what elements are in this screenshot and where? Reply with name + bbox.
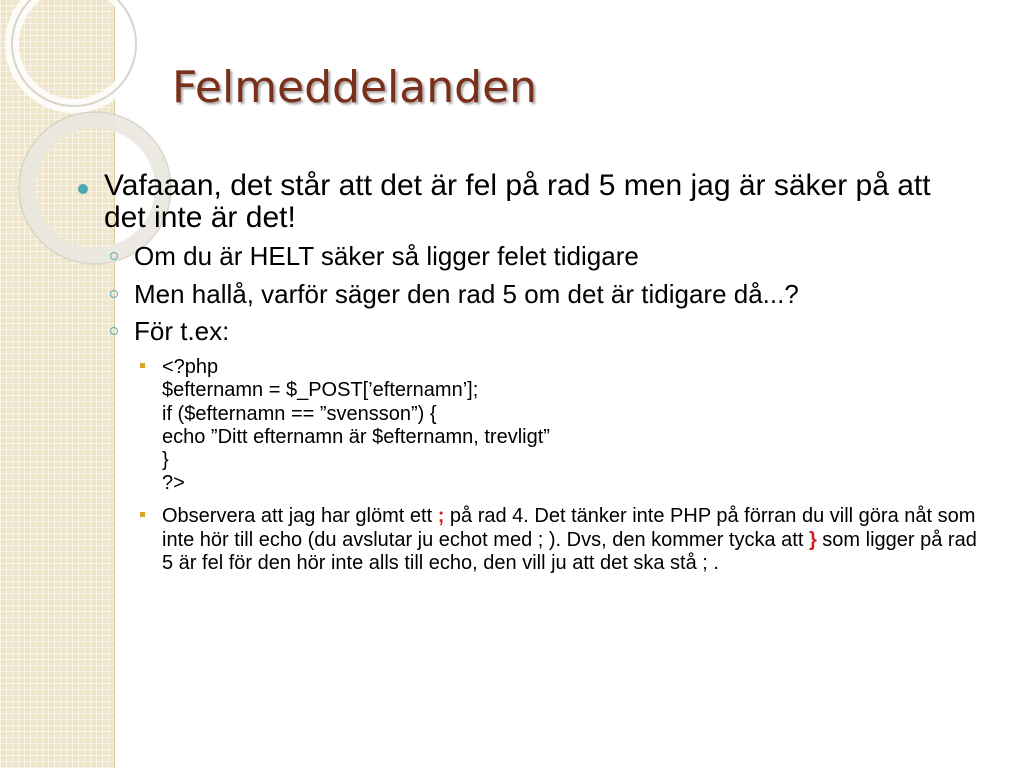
code-line: if ($efternamn == ”svensson”) { bbox=[162, 402, 437, 425]
highlighted-semicolon: ; bbox=[437, 505, 445, 528]
code-line: echo ”Ditt efternamn är $efternamn, trevligt” bbox=[162, 425, 550, 448]
sub-bullet-why-line5-text: Men hallå, varför säger den rad 5 om det är tidigare då...? bbox=[134, 278, 799, 309]
code-line: } bbox=[162, 448, 169, 471]
sub-bullet-earlier-error bbox=[108, 240, 978, 271]
highlighted-brace: } bbox=[808, 528, 817, 551]
decor-ring-top bbox=[12, 0, 136, 106]
slide-content bbox=[78, 170, 978, 585]
ring-bullet-icon bbox=[110, 252, 118, 260]
filled-dot-icon bbox=[78, 184, 88, 194]
ring-bullet-icon bbox=[110, 327, 118, 335]
note-text-part1: Observera att jag har glömt ett bbox=[162, 505, 438, 528]
square-bullet-icon bbox=[140, 363, 145, 368]
square-bullet-icon bbox=[140, 512, 145, 517]
bullet-point-main bbox=[78, 170, 978, 235]
sub-bullet-earlier-error-text: Om du är HELT säker så ligger felet tidigare bbox=[134, 240, 639, 271]
sub-bullet-example bbox=[108, 318, 978, 346]
sub-bullet-why-line5 bbox=[108, 278, 978, 309]
code-example bbox=[134, 356, 978, 495]
code-line: <?php bbox=[162, 356, 219, 379]
ring-bullet-icon bbox=[110, 290, 118, 298]
slide-title: Felmeddelanden bbox=[172, 62, 538, 113]
bullet-point-main-text: Vafaaan, det står att det är fel på rad 5 men jag är säker på att det inte är det! bbox=[104, 169, 931, 235]
code-line: ?> bbox=[162, 472, 185, 495]
code-line: $efternamn = $_POST[’efternamn’]; bbox=[162, 379, 479, 402]
sub-bullet-example-text: För t.ex: bbox=[134, 316, 230, 347]
note-text-part2: på rad 4. Det tänker inte PHP på förran du vill göra nåt som inte hör till echo (du avslutar ju echot med ; ). Dvs, den kommer tycka att bbox=[162, 505, 976, 551]
note-text-part3: som ligger på rad 5 är fel för den hör inte alls till echo, den vill ju att det ska stå ; . bbox=[162, 528, 977, 574]
explanation-note bbox=[134, 505, 978, 575]
